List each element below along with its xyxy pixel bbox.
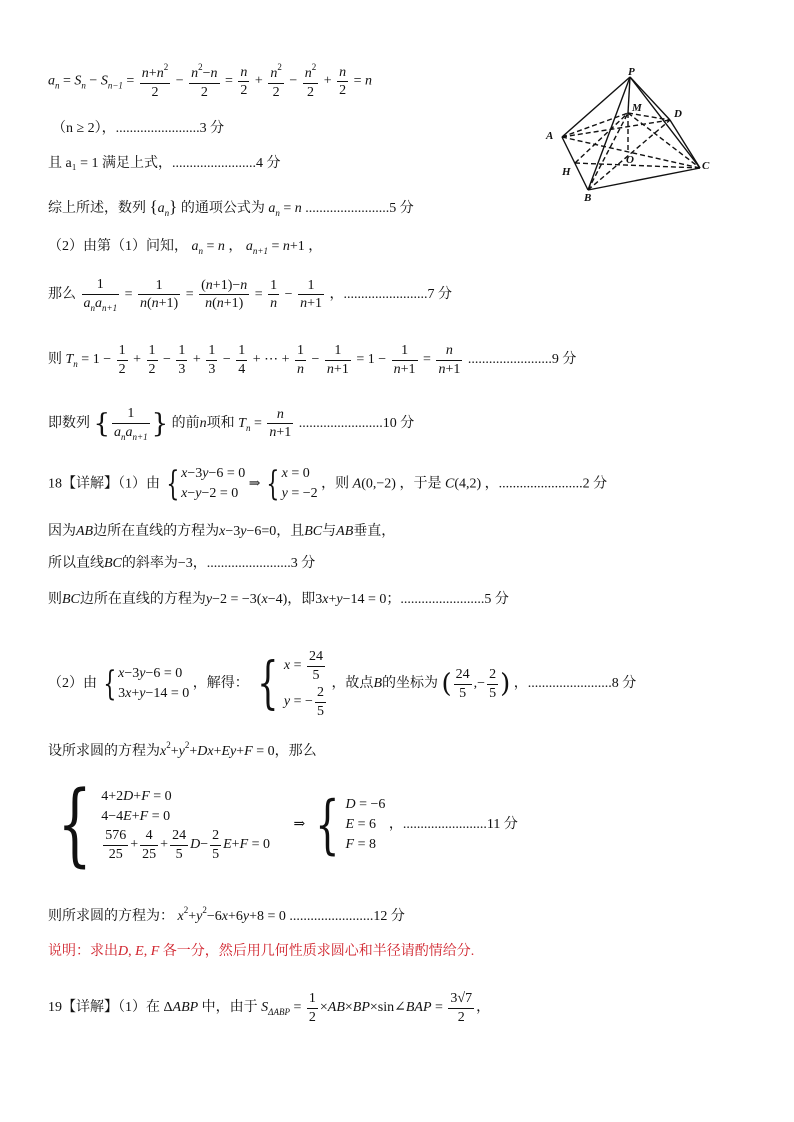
q18-system: { 4+2D+F = 0 4−4E+F = 0 $\frac{576}{25}$ + $\frac{4}{25}$ + $\frac{24}{5}$ D− $\frac{2}{5}$ E+F = 0 ⇒ { D = −6 E = 6 F = 8 ，........................11 分 bbox=[57, 772, 518, 877]
q18-line3: 所以直线BC的斜率为−3，........................3 分 bbox=[48, 556, 316, 571]
formula-an: $a_n = S_n - S_{n-1}$ = $\frac{n+n^2}{2}$ − $\frac{n^2-n}{2}$ = $\frac{n}{2}$ + $\frac{n^2}{2}$ − $\frac{n^2}{2}$ + $\frac{n}{2}$ = n bbox=[48, 62, 373, 100]
label-D: D bbox=[674, 108, 682, 120]
pyramid-diagram bbox=[540, 65, 720, 205]
q18-circle: 设所求圆的方程为$x^2+y^2+Dx+Ey+F = 0$，那么 bbox=[48, 740, 317, 759]
label-B: B bbox=[584, 192, 592, 204]
line-name: 那么 1 $a_na_{n+1}$ = $\frac{1}{n(n+1)}$ = $\frac{(n+1)-n}{n(n+1)}$ = $\frac{1}{n}$ − $\frac{1}{n+1}$ ，........................7 分 bbox=[48, 277, 452, 313]
line-summary: 综上所述，数列 $\{a_n\}$ 的通项公式为 $a_n = n$ ........................5 分 bbox=[48, 197, 414, 218]
line-sum: 即数列 { 1 $a_na_{n+1}$ } 的前n项和 $T_n$ = $\frac{n}{n+1}$ ........................10 分 bbox=[48, 406, 415, 442]
q18-line2: 因为AB边所在直线的方程为x−3y−6=0，且BC与AB垂直， bbox=[48, 524, 396, 539]
q19-line: 19【详解】（1）在 ΔABP 中，由于 $S_{\Delta ABP}$ = $\frac{1}{2}$ ×AB×BP×sin∠BAP = $\frac{3√7}{2}$ ， bbox=[48, 991, 491, 1025]
label-M: M bbox=[632, 102, 642, 114]
label-A: A bbox=[546, 130, 554, 142]
label-P: P bbox=[628, 66, 635, 78]
q18-part1: 18【详解】（1）由 { x−3y−6 = 0 x−y−2 = 0 ⇒ { x = 0 y = −2 ，则 A(0,−2) ，于是 C(4,2) ，........................2 分 bbox=[48, 464, 608, 505]
line-Tn: 则 $T_n = 1$ − $\frac{1}{2}$ + $\frac{1}{2}$ − $\frac{1}{3}$ + $\frac{1}{3}$ − $\frac{1}{4}$ + ⋯ + $\frac{1}{n}$ − $\frac{1}{n+1}$ = 1 − $\frac{1}{n+1}$ = $\frac{n}{n+1}$ ........................9 分 bbox=[48, 343, 577, 377]
line-part2: （2）由第（1）问知， $a_n = n$ ， $a_{n+1} = n+1$ ， bbox=[48, 239, 323, 256]
q18-line4: 则BC边所在直线的方程为y−2 = −3(x−4)，即3x+y−14 = 0；........................5 分 bbox=[48, 592, 509, 607]
scoring-note: 说明：求出D, E, F 各一分，然后用几何性质求圆心和半径请酌情给分. bbox=[48, 944, 475, 959]
line-a1: 且 a₁ = 1 满足上式，........................4 分 bbox=[48, 156, 281, 171]
label-C: C bbox=[702, 160, 710, 172]
line-an-tail: （n ≥ 2），........................3 分 bbox=[52, 121, 225, 136]
q18-final: 则所求圆的方程为： $x^2+y^2-6x+6y+8 = 0$ ........................12 分 bbox=[48, 905, 405, 924]
label-H: H bbox=[562, 166, 571, 178]
label-O: O bbox=[626, 154, 634, 166]
q18-part2: （2）由 { x−3y−6 = 0 3x+y−14 = 0 ，解得： { x = $\frac{24}{5}$ y = − $\frac{2}{5}$ ，故点B的坐标为 ( $\frac{24}{5}$ ,− $\frac{2}{5}$ ) ，........................8 分 bbox=[48, 649, 637, 719]
